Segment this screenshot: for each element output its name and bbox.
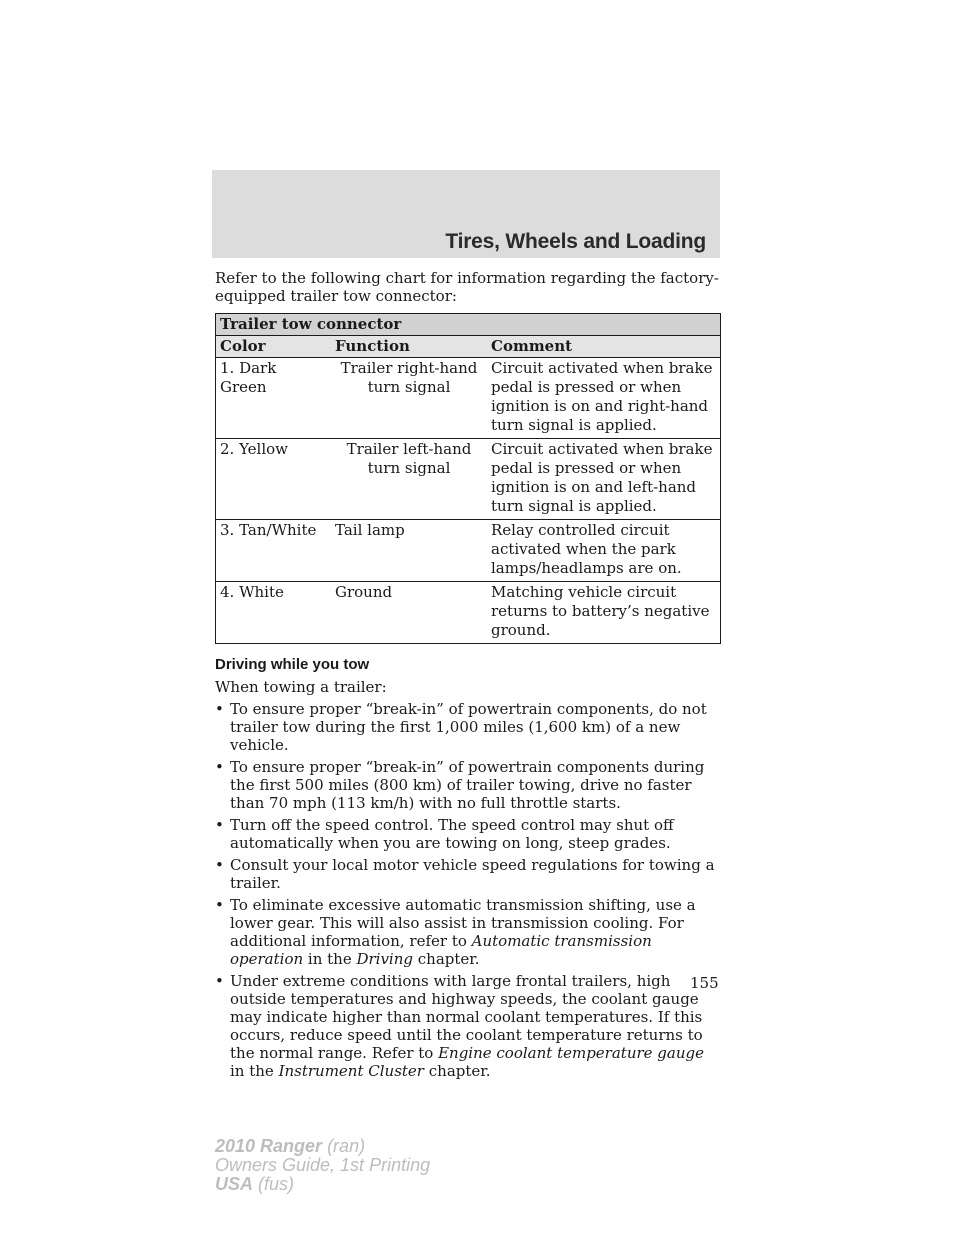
list-item: • To ensure proper “break-in” of powertrain components, do not trailer tow during the first 1,000 miles (1,600 km) of a new vehicle. [215, 700, 707, 754]
table-row [216, 439, 721, 520]
intro-paragraph: Refer to the following chart for information regarding the factory-equipped trailer tow connector: [215, 269, 719, 305]
table-row [216, 520, 721, 582]
bullet-icon: • [215, 896, 224, 914]
cross-reference: Automatic transmission operation [230, 932, 652, 968]
page-content [215, 269, 721, 1084]
list-item: • Turn off the speed control. The speed control may shut off automatically when you are towing on long, steep grades. [215, 816, 674, 852]
section-title: Tires, Wheels and Loading [445, 230, 706, 253]
list-item: • To eliminate excessive automatic transmission shifting, use a lower gear. This will also assist in transmission cooling. For additional information, refer to Automatic transmission operation in the Driving chapter. [215, 896, 696, 968]
bullet-icon: • [215, 700, 224, 718]
section-lead: When towing a trailer: [215, 678, 387, 696]
cell-color: 1. Dark Green [216, 358, 332, 439]
page-number: 155 [690, 974, 719, 992]
cell-comment: Relay controlled circuit activated when the park lamps/headlamps are on. [487, 520, 721, 582]
cell-color: 3. Tan/White [216, 520, 332, 582]
column-header-comment: Comment [487, 336, 721, 358]
cell-color: 2. Yellow [216, 439, 332, 520]
table-row [216, 358, 721, 439]
cell-function: Trailer right-hand turn signal [331, 358, 487, 439]
table-title: Trailer tow connector [216, 314, 721, 336]
cell-function: Ground [331, 582, 487, 644]
cell-comment: Circuit activated when brake pedal is pressed or when ignition is on and right-hand turn signal is applied. [487, 358, 721, 439]
cell-function: Trailer left-hand turn signal [331, 439, 487, 520]
list-item: • Consult your local motor vehicle speed regulations for towing a trailer. [215, 856, 715, 892]
cell-function: Tail lamp [331, 520, 487, 582]
cross-reference: Driving [356, 950, 413, 968]
list-item: • To ensure proper “break-in” of powertrain components during the first 500 miles (800 km) of trailer towing, drive no faster than 70 mph (113 km/h) with no full throttle starts. [215, 758, 705, 812]
bullet-icon: • [215, 758, 224, 776]
bullet-icon: • [215, 856, 224, 874]
document-footer: 2010 Ranger (ran) Owners Guide, 1st Printing USA (fus) [215, 1136, 431, 1194]
bullet-icon: • [215, 972, 224, 990]
cell-comment: Matching vehicle circuit returns to battery’s negative ground. [487, 582, 721, 644]
cell-comment: Circuit activated when brake pedal is pressed or when ignition is on and left-hand turn signal is applied. [487, 439, 721, 520]
cell-color: 4. White [216, 582, 332, 644]
cross-reference: Engine coolant temperature gauge [438, 1044, 704, 1062]
bullet-icon: • [215, 816, 224, 834]
list-item: • Under extreme conditions with large frontal trailers, high outside temperatures and highway speeds, the coolant gauge may indicate higher than normal coolant temperatures. If this occurs, reduce speed until the coolant temperature returns to the normal range. Refer to Engine coolant temperature gauge in the Instrument Cluster chapter. [215, 972, 704, 1080]
section-heading: Driving while you tow [215, 656, 370, 673]
trailer-tow-connector-table [215, 313, 721, 644]
table-row [216, 582, 721, 644]
column-header-function: Function [331, 336, 487, 358]
section-header-band [212, 170, 720, 258]
cross-reference: Instrument Cluster [278, 1062, 424, 1080]
column-header-color: Color [216, 336, 332, 358]
towing-tips-list [215, 700, 721, 1080]
